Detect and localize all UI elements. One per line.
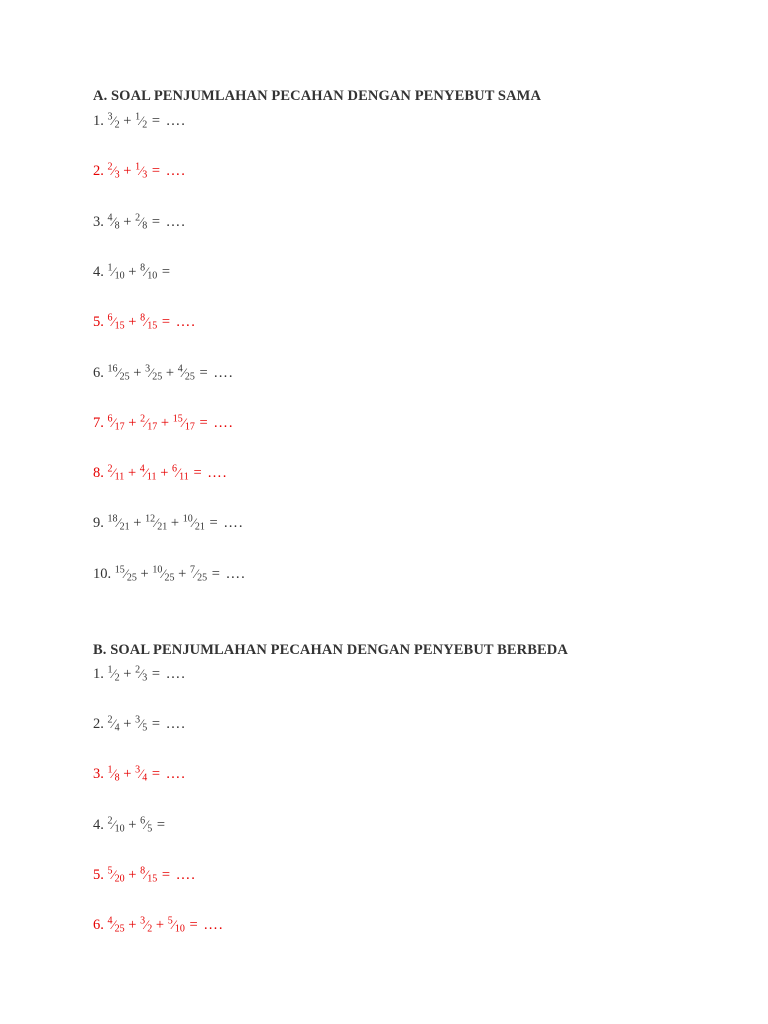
plus-sign: + — [129, 515, 146, 532]
fraction-denominator: 10 — [147, 270, 158, 282]
fraction-numerator: 1 — [135, 161, 141, 173]
fraction-numerator: 6 — [140, 815, 146, 827]
answer-blank: = …. — [147, 666, 186, 682]
question-number: 3. — [93, 213, 108, 230]
fraction-denominator: 8 — [114, 220, 120, 232]
answer-blank: = …. — [147, 766, 186, 783]
question-number: 7. — [93, 414, 108, 431]
answer-blank: = — [152, 816, 167, 833]
fraction-denominator: 25 — [164, 572, 175, 584]
fraction-denominator: 5 — [147, 823, 153, 835]
fraction-numerator: 3 — [135, 764, 141, 776]
fraction: $^{10}⁄_{21}$ — [182, 513, 205, 533]
fraction-denominator: 2 — [114, 119, 120, 131]
answer-blank: = …. — [188, 465, 228, 482]
fraction: $^3⁄_2$ — [107, 111, 120, 131]
fraction-numerator: 5 — [167, 915, 173, 927]
question-number: 5. — [93, 314, 108, 331]
fraction: $^2⁄_{17}$ — [140, 413, 158, 433]
fraction-numerator: 8 — [140, 312, 146, 324]
question-number: 9. — [93, 515, 108, 532]
fraction-numerator: 18 — [107, 513, 118, 525]
answer-blank: = …. — [157, 866, 196, 883]
fraction: $^{15}⁄_{25}$ — [114, 564, 137, 584]
answer-blank: = …. — [194, 414, 234, 431]
fraction-numerator: 6 — [107, 413, 113, 425]
fraction-denominator: 15 — [147, 873, 158, 885]
fraction: $^6⁄_{17}$ — [107, 413, 125, 433]
fraction: $^2⁄_{10}$ — [107, 815, 125, 835]
fraction-denominator: 15 — [114, 320, 125, 332]
question-number: 4. — [93, 816, 108, 833]
fraction-denominator: 25 — [152, 371, 163, 382]
fraction-numerator: 16 — [107, 363, 118, 374]
fraction-denominator: 17 — [147, 421, 158, 433]
fraction: $^3⁄_5$ — [135, 714, 148, 734]
fraction: $^1⁄_{10}$ — [107, 262, 125, 282]
fraction-denominator: 10 — [174, 923, 185, 935]
fraction: $^{18}⁄_{21}$ — [107, 513, 130, 533]
question-row — [93, 917, 223, 934]
fraction: $^{12}⁄_{21}$ — [145, 513, 168, 533]
fraction-denominator: 10 — [114, 823, 125, 835]
fraction-numerator: 4 — [107, 915, 113, 927]
question-row — [93, 365, 233, 382]
question-row — [93, 867, 196, 884]
fraction: $^5⁄_{20}$ — [107, 865, 125, 885]
question-row — [93, 113, 186, 130]
fraction-denominator: 25 — [114, 923, 125, 935]
fraction-numerator: 10 — [182, 513, 193, 525]
fraction: $^3⁄_4$ — [135, 764, 148, 784]
question-row — [93, 817, 166, 834]
fraction-denominator: 3 — [142, 672, 148, 684]
fraction-denominator: 4 — [114, 722, 120, 734]
fraction-numerator: 1 — [135, 111, 141, 123]
fraction: $^3⁄_{25}$ — [145, 363, 163, 382]
fraction: $^6⁄_5$ — [140, 815, 153, 835]
answer-blank: = …. — [157, 314, 196, 331]
fraction-denominator: 11 — [146, 471, 157, 483]
plus-sign: + — [156, 465, 172, 482]
plus-sign: + — [124, 263, 141, 280]
plus-sign: + — [124, 414, 141, 431]
fraction-denominator: 3 — [114, 169, 120, 181]
fraction: $^8⁄_{10}$ — [140, 262, 158, 282]
question-number: 1. — [93, 666, 108, 682]
fraction: $^5⁄_{10}$ — [167, 915, 185, 935]
plus-sign: + — [152, 917, 168, 933]
fraction-numerator: 4 — [177, 363, 183, 374]
fraction: $^{10}⁄_{25}$ — [152, 564, 175, 584]
plus-sign: + — [119, 766, 136, 783]
answer-blank: = …. — [147, 716, 186, 733]
question-row — [93, 465, 227, 482]
question-number: 6. — [93, 364, 108, 381]
question-row — [93, 415, 233, 432]
plus-sign: + — [124, 866, 141, 883]
answer-blank: = …. — [147, 213, 186, 230]
fraction: $^2⁄_3$ — [135, 664, 148, 684]
fraction-numerator: 2 — [140, 413, 146, 425]
fraction-denominator: 25 — [184, 371, 195, 382]
question-number: 5. — [93, 866, 108, 883]
plus-sign: + — [129, 364, 146, 381]
question-number: 10. — [93, 565, 115, 582]
plus-sign: + — [136, 565, 153, 582]
question-row — [93, 716, 186, 733]
fraction: $^8⁄_{15}$ — [140, 865, 158, 885]
plus-sign: + — [174, 565, 190, 582]
fraction: $^4⁄_8$ — [107, 212, 120, 232]
question-number: 6. — [93, 917, 108, 933]
fraction: $^2⁄_{11}$ — [107, 463, 125, 483]
fraction: $^1⁄_2$ — [107, 664, 120, 684]
fraction: $^4⁄_{11}$ — [139, 463, 157, 483]
answer-blank: = …. — [184, 917, 224, 933]
plus-sign: + — [124, 314, 141, 331]
answer-blank: = …. — [204, 515, 244, 532]
fraction-denominator: 10 — [114, 270, 125, 282]
fraction: $^1⁄_8$ — [107, 764, 120, 784]
fraction-numerator: 2 — [107, 463, 113, 475]
fraction-denominator: 17 — [114, 421, 125, 433]
answer-blank: = — [157, 263, 172, 280]
plus-sign: + — [157, 414, 173, 431]
fraction-denominator: 2 — [114, 672, 120, 684]
plus-sign: + — [167, 515, 183, 532]
fraction-numerator: 3 — [135, 714, 141, 726]
question-number: 2. — [93, 163, 108, 180]
plus-sign: + — [124, 816, 141, 833]
answer-blank: = …. — [207, 565, 246, 582]
question-row — [93, 666, 186, 683]
fraction-denominator: 21 — [194, 521, 205, 533]
fraction: $^7⁄_{25}$ — [189, 564, 208, 584]
fraction-numerator: 3 — [145, 363, 151, 374]
plus-sign: + — [124, 917, 141, 933]
fraction-numerator: 8 — [140, 865, 146, 877]
fraction: $^3⁄_2$ — [140, 915, 153, 935]
section-a-title: A. SOAL PENJUMLAHAN PECAHAN DENGAN PENYEBUT SAMA — [93, 88, 542, 104]
fraction-denominator: 2 — [142, 119, 148, 131]
section-b-title: B. SOAL PENJUMLAHAN PECAHAN DENGAN PENYEBUT BERBEDA — [93, 642, 568, 658]
fraction-numerator: 4 — [139, 463, 145, 475]
answer-blank: = …. — [194, 364, 234, 381]
fraction: $^{15}⁄_{17}$ — [172, 413, 195, 433]
fraction-numerator: 2 — [107, 815, 113, 827]
fraction-numerator: 2 — [107, 714, 113, 726]
fraction-numerator: 6 — [107, 312, 113, 324]
fraction: $^4⁄_{25}$ — [177, 363, 195, 382]
fraction-numerator: 2 — [135, 664, 141, 676]
fraction-numerator: 5 — [107, 865, 113, 877]
fraction: $^6⁄_{11}$ — [172, 463, 189, 483]
fraction-denominator: 15 — [147, 320, 158, 332]
plus-sign: + — [162, 364, 178, 381]
fraction-denominator: 8 — [114, 772, 120, 784]
question-row — [93, 163, 186, 180]
fraction: $^2⁄_3$ — [107, 161, 120, 181]
fraction-numerator: 3 — [140, 915, 146, 927]
fraction: $^2⁄_8$ — [135, 212, 148, 232]
fraction-numerator: 7 — [189, 564, 195, 576]
question-row — [93, 314, 196, 331]
plus-sign: + — [119, 213, 136, 230]
fraction-numerator: 10 — [152, 564, 163, 576]
plus-sign: + — [119, 666, 136, 682]
answer-blank: = …. — [147, 163, 186, 180]
answer-blank: = …. — [147, 113, 186, 129]
fraction-numerator: 12 — [145, 513, 156, 525]
fraction-numerator: 1 — [107, 664, 113, 676]
question-number: 1. — [93, 113, 108, 129]
fraction-numerator: 1 — [107, 262, 113, 274]
fraction-numerator: 15 — [114, 564, 125, 576]
fraction-denominator: 2 — [147, 923, 153, 935]
plus-sign: + — [119, 113, 136, 129]
fraction: $^1⁄_2$ — [135, 111, 148, 131]
fraction-denominator: 20 — [114, 873, 125, 885]
fraction: $^8⁄_{15}$ — [140, 312, 158, 332]
fraction-denominator: 21 — [157, 521, 168, 533]
fraction-denominator: 8 — [142, 220, 148, 232]
plus-sign: + — [119, 163, 136, 180]
plus-sign: + — [124, 465, 140, 482]
fraction: $^2⁄_4$ — [107, 714, 120, 734]
question-number: 8. — [93, 465, 108, 482]
fraction-denominator: 25 — [197, 572, 208, 584]
fraction-numerator: 15 — [172, 413, 183, 425]
fraction-numerator: 1 — [107, 764, 113, 776]
question-row — [93, 766, 186, 783]
fraction-denominator: 21 — [119, 521, 130, 533]
fraction-denominator: 3 — [142, 169, 148, 181]
fraction-denominator: 25 — [119, 371, 130, 382]
fraction: $^4⁄_{25}$ — [107, 915, 125, 935]
fraction-numerator: 4 — [107, 212, 113, 224]
fraction-denominator: 11 — [114, 471, 125, 483]
fraction-denominator: 11 — [179, 471, 189, 483]
fraction-numerator: 6 — [172, 463, 177, 475]
fraction-denominator: 5 — [142, 722, 148, 734]
question-number: 4. — [93, 263, 108, 280]
fraction-denominator: 17 — [184, 421, 195, 433]
question-row — [93, 515, 243, 532]
question-number: 2. — [93, 716, 108, 733]
question-row — [93, 566, 246, 583]
fraction: $^6⁄_{15}$ — [107, 312, 125, 332]
plus-sign: + — [119, 716, 136, 733]
fraction-numerator: 2 — [107, 161, 113, 173]
fraction-denominator: 25 — [126, 572, 137, 584]
fraction-numerator: 8 — [140, 262, 146, 274]
question-row — [93, 214, 186, 231]
question-row — [93, 264, 171, 281]
fraction-numerator: 2 — [135, 212, 141, 224]
fraction: $^{16}⁄_{25}$ — [107, 363, 130, 382]
question-number: 3. — [93, 766, 108, 783]
fraction-denominator: 4 — [142, 772, 148, 784]
fraction: $^1⁄_3$ — [135, 161, 148, 181]
fraction-numerator: 3 — [107, 111, 113, 123]
